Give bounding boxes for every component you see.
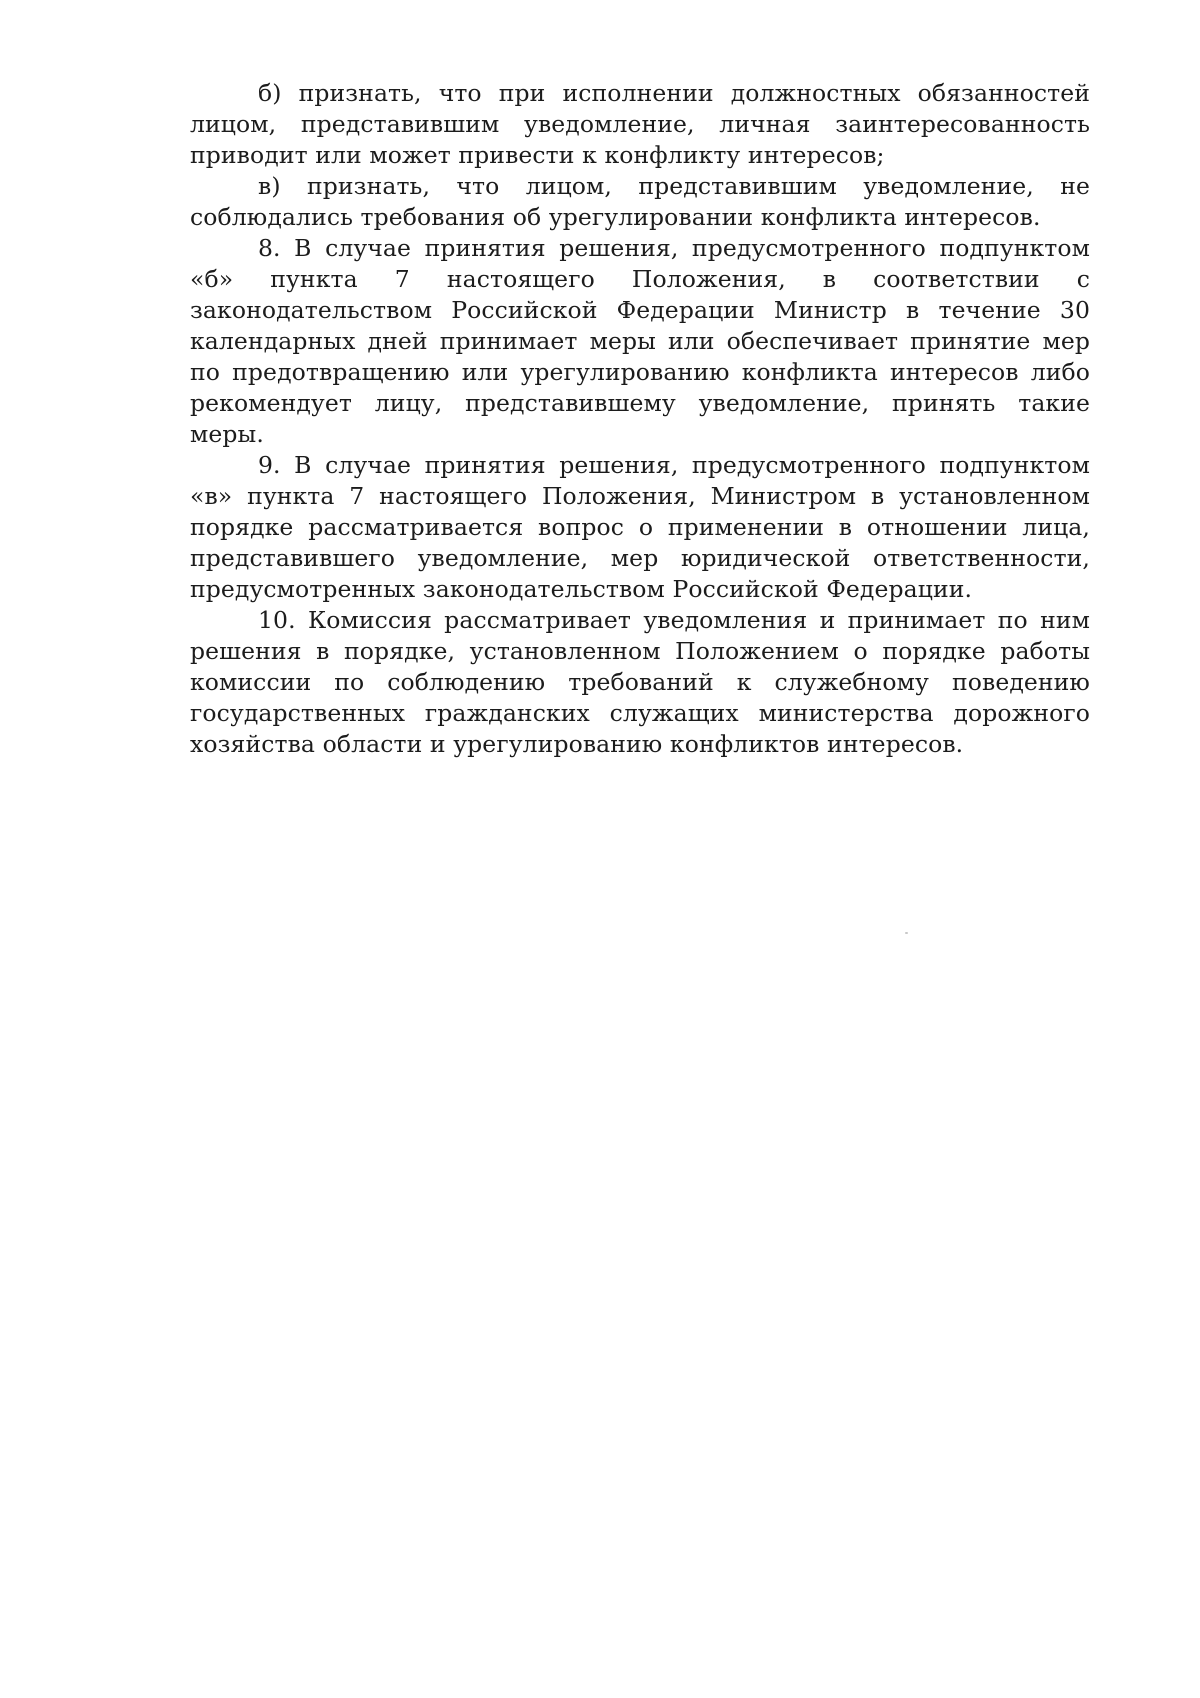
paragraph-subpoint-v: в) признать, что лицом, представившим уведомление, не соблюдались требования об урегулировании конфликта интересов. bbox=[190, 172, 1090, 231]
paragraph-item-9: 9. В случае принятия решения, предусмотренного подпунктом «в» пункта 7 настоящего Положения, Министром в установленном порядке рассматривается вопрос о применении в отношении лица, представившего уведомление, мер юридической ответственности, предусмотренных законодательством Российской Федерации. bbox=[190, 451, 1090, 603]
paragraph-subpoint-b: б) признать, что при исполнении должностных обязанностей лицом, представившим уведомление, личная заинтересованность приводит или может привести к конфликту интересов; bbox=[190, 79, 1090, 169]
scan-speck bbox=[905, 932, 908, 934]
paragraph-item-8: 8. В случае принятия решения, предусмотренного подпунктом «б» пункта 7 настоящего Положения, в соответствии с законодательством Российской Федерации Министр в течение 30 календарных дней принимает меры или обеспечивает принятие мер по предотвращению или урегулированию конфликта интересов либо рекомендует лицу, представившему уведомление, принять такие меры. bbox=[190, 234, 1090, 448]
paragraph-item-10: 10. Комиссия рассматривает уведомления и принимает по ним решения в порядке, установленном Положением о порядке работы комиссии по соблюдению требований к служебному поведению государственных гражданских служащих министерства дорожного хозяйства области и урегулированию конфликтов интересов. bbox=[190, 606, 1090, 758]
document-body bbox=[190, 78, 1090, 760]
